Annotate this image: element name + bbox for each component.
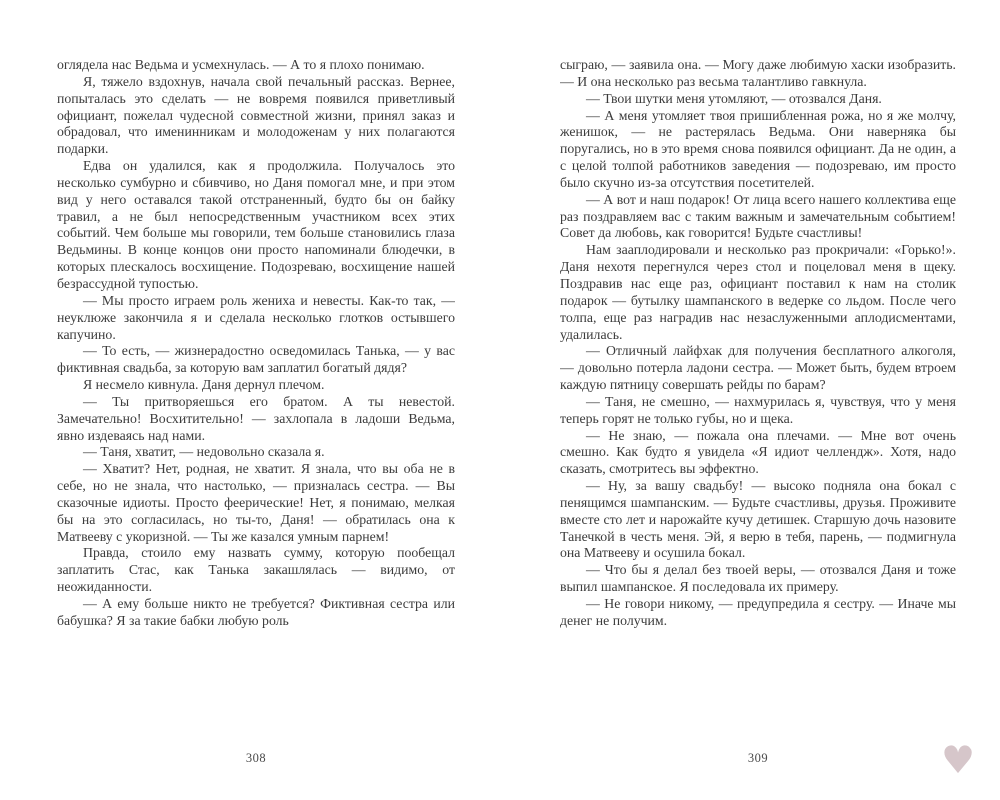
paragraph: — Мы просто играем роль жениха и невесты. Как-то так, — неуклюже закончила я и сделала несколько глотков остывшего капучино. (57, 292, 455, 342)
paragraph: Едва он удалился, как я продолжила. Получалось это несколько сумбурно и сбивчиво, но Даня помогал мне, и при этом вид у него оставался такой отстраненный, будто бы он байку травил, а не был непосредственным участником всех этих событий. Чем больше мы говорили, тем больше становились глаза Ведьмины. В конце концов они просто напоминали блюдечки, в которых плескалось восхищение. Подозреваю, восхищение нашей безрассудной тупостью. (57, 158, 455, 291)
paragraph: — Таня, хватит, — недовольно сказала я. (83, 444, 325, 460)
paragraph: сыграю, — заявила она. — Могу даже любимую хаски изобразить. — И она несколько раз весьма талантливо гавкнула. (560, 57, 956, 89)
paragraph: — Таня, не смешно, — нахмурилась я, чувствуя, что у меня теперь горят не только губы, но и щека. (560, 393, 956, 426)
paragraph: — Что бы я делал без твоей веры, — отозвался Даня и тоже выпил шампанское. Я последовала их примеру. (560, 562, 956, 595)
paragraph: Правда, стоило ему назвать сумму, которую пообещал заплатить Стас, как Танька закашлялась — видимо, от неожиданности. (57, 545, 455, 595)
page-left (57, 57, 455, 765)
paragraph: — А меня утомляет твоя пришибленная рожа, но я же молчу, женишок, — не растерялась Ведьма. Они наверняка бы поругались, но в это время снова появился официант. Да не один, а с целой толпой работников заведения — подозреваю, им просто было скучно из-за отсутствия посетителей. (560, 107, 956, 190)
paragraph: Я, тяжело вздохнув, начала свой печальный рассказ. Вернее, попыталась это сделать — не вовремя появился приветливый официант, пожелал чудесной совместной жизни, принял заказ и обрадовал, что именинникам и молодоженам у них полагаются подарки. (57, 73, 455, 157)
paragraph: — А ему больше никто не требуется? Фиктивная сестра или бабушка? Я за такие бабки любую роль (57, 596, 455, 628)
page-left-text (57, 57, 455, 737)
paragraph: Я несмело кивнула. Даня дернул плечом. (83, 377, 325, 393)
paragraph: оглядела нас Ведьма и усмехнулась. — А то я плохо понимаю. (57, 57, 425, 72)
paragraph: — Не знаю, — пожала она плечами. — Мне вот очень смешно. Как будто я увидела «Я идиот челлендж». Хотя, надо сказать, смотритесь вы эффектно. (560, 427, 956, 477)
paragraph: — Не говори никому, — предупредила я сестру. — Иначе мы денег не получим. (560, 596, 956, 628)
paragraph: — Ну, за вашу свадьбу! — высоко подняла она бокал с пенящимся шампанским. — Будьте счастливы, друзья. Проживите вместе сто лет и нарожайте кучу детишек. Старшую дочь назовите Танечкой в честь меня. Эй, я верю в тебя, парень, — подмигнула она Матвееву и осушила бокал. (560, 478, 956, 561)
page-number-right: 309 (747, 751, 769, 765)
paragraph: — Отличный лайфхак для получения бесплатного алкоголя, — довольно потерла ладони сестра. — Может быть, будем втроем каждую пятницу совершать рейды по барам? (560, 343, 956, 393)
page-number-left: 308 (245, 751, 267, 765)
paragraph: — Ты притворяешься его братом. А ты невестой. Замечательно! Восхитительно! — захлопала в ладоши Ведьма, явно издеваясь над нами. (57, 393, 455, 443)
paragraph: — То есть, — жизнерадостно осведомилась Танька, — у вас фиктивная свадьба, за которую вам заплатил богатый дядя? (57, 343, 455, 376)
paragraph: Нам зааплодировали и несколько раз прокричали: «Горько!». Даня нехотя перегнулся через стол и поцеловал меня в щеку. Поздравив нас еще раз, официант поставил к нам на столик подарок — бутылку шампанского в ведерке со льдом. После чего толпа, еще раз наградив нас незаслуженными аплодисментами, удалилась. (560, 242, 956, 342)
paragraph: — Хватит? Нет, родная, не хватит. Я знала, что вы оба не в себе, но не знала, что настолько, — призналась сестра. — Вы сказочные идиоты. Просто феерические! Нет, я понимаю, мелкая бы на это согласилась, но ты-то, Даня! — обратилась она к Матвееву с укоризной. — Ты же казался умным парнем! (57, 461, 455, 544)
page-right (560, 57, 956, 765)
paragraph: — А вот и наш подарок! От лица всего нашего коллектива еще раз поздравляем вас с таким важным и замечательным событием! Совет да любовь, как говорится! Будьте счастливы! (560, 191, 956, 241)
paragraph: — Твои шутки меня утомляют, — отозвался Даня. (586, 90, 882, 106)
page-right-text (560, 57, 956, 737)
favorite-heart-icon[interactable]: ♥ (940, 738, 976, 782)
